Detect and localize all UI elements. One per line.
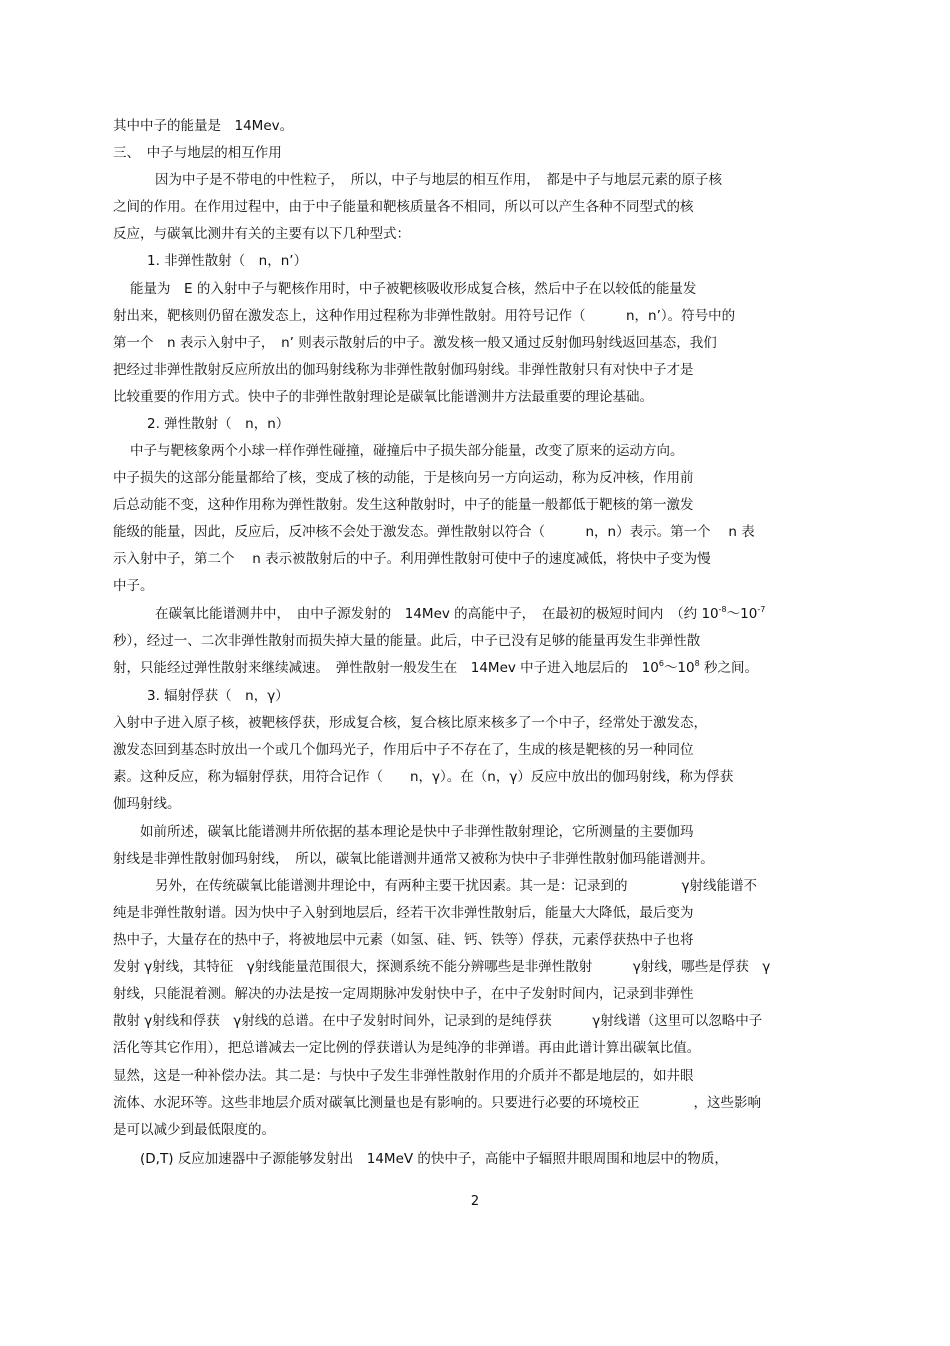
text-line: 入射中子进入原子核，被靶核俘获，形成复合核，复合核比原来核多了一个中子，经常处于激发态， [113,715,707,731]
text-line: 流体、水泥环等。这些非地层介质对碳氧比测量也是有影响的。只要进行必要的环境校正 ，这些影响 [113,1095,761,1111]
text-line: 因为中子是不带电的中性粒子， 所以，中子与地层的相互作用， 都是中子与地层元素的原子核 [155,172,722,188]
text-line: 比较重要的作用方式。快中子的非弹性散射理论是碳氧比能谱测井方法最重要的理论基础。 [113,389,653,405]
text-line: 后总动能不变，这种作用称为弹性散射。发生这种散射时，中子的能量一般都低于靶核的第一激发 [113,497,694,513]
superscript: -8 [718,605,727,614]
text-line: (D,T) 反应加速器中子源能够发射出 14MeV 的快中子，高能中子辐照井眼周围和地层中的物质， [140,1151,728,1167]
text-line: 素。这种反应，称为辐射俘获，用符合记作（ n，γ）。在（n，γ）反应中放出的伽玛射线，称为俘获 [113,769,734,785]
text-line-with-superscript [155,604,850,624]
text-line: 能级的能量，因此，反应后，反冲核不会处于激发态。弹性散射以符合（ n，n）表示。第一个 n 表 [113,524,755,540]
text-line: 激发态回到基态时放出一个或几个伽玛光子，作用后中子不存在了，生成的核是靶核的另一种同位 [113,742,694,758]
text-segment: ～10 [726,606,758,622]
text-line: 射出来，靶核则仍留在激发态上，这种作用过程称为非弹性散射。用符号记作（ n，n’）。符号中的 [113,308,736,324]
text-line: 热中子，大量存在的热中子，将被地层中元素（如氢、硅、钙、铁等）俘获，元素俘获热中子也将 [113,932,694,948]
text-segment: 在碳氧比能谱测井中， 由中子源发射的 14Mev 的高能中子， 在最初的极短时间内 （约 10 [155,606,719,622]
page-number: 2 [470,1194,480,1209]
text-line: 散射 γ射线和俘获 γ射线的总谱。在中子发射时间外，记录到的是纯俘获 γ射线谱（这里可以忽略中子 [113,1013,763,1029]
text-line: 纯是非弹性散射谱。因为快中子入射到地层后，经若干次非弹性散射后，能量大大降低，最后变为 [113,905,694,921]
text-line: 伽玛射线。 [113,796,181,812]
text-line: 中子。 [113,578,154,594]
superscript: -7 [757,605,766,614]
text-line: 如前所述，碳氧比能谱测井所依据的基本理论是快中子非弹性散射理论，它所测量的主要伽玛 [140,824,694,840]
text-line: 中子损失的这部分能量都给了核，变成了核的动能，于是核向另一方向运动，称为反冲核，作用前 [113,470,694,486]
text-line: 之间的作用。在作用过程中，由于中子能量和靶核质量各不相同，所以可以产生各种不同型式的核 [113,199,694,215]
superscript: 8 [694,659,700,668]
text-line: 把经过非弹性散射反应所放出的伽玛射线称为非弹性散射伽玛射线。非弹性散射只有对快中子才是 [113,362,694,378]
subsection-heading: 1. 非弹性散射（ n，n’） [147,253,308,269]
text-segment: ～10 [663,660,695,676]
text-line: 秒），经过一、二次非弹性散射而损失掉大量的能量。此后，中子已没有足够的能量再发生非弹性散 [113,633,701,649]
text-line: 活化等其它作用），把总谱减去一定比例的俘获谱认为是纯净的非弹谱。再由此谱计算出碳氧比值。 [113,1040,701,1056]
text-line: 射线是非弹性散射伽玛射线， 所以，碳氧比能谱测井通常又被称为快中子非弹性散射伽玛能谱测井。 [113,851,714,867]
text-line: 射线，只能混着测。解决的办法是按一定周期脉冲发射快中子，在中子发射时间内，记录到非弹性 [113,986,694,1002]
text-line: 其中中子的能量是 14Mev。 [113,118,294,134]
text-line: 示入射中子，第二个 n 表示被散射后的中子。利用弹性散射可使中子的速度减低，将快中子变为慢 [113,551,711,567]
text-line: 反应，与碳氧比测井有关的主要有以下几种型式： [113,226,410,242]
section-heading: 三、 中子与地层的相互作用 [113,145,282,161]
text-segment: 秒之间。 [699,660,759,676]
text-line: 能量为 E 的入射中子与靶核作用时，中子被靶核吸收形成复合核，然后中子在以较低的能量发 [130,281,697,297]
text-line: 另外，在传统碳氧比能谱测井理论中，有两种主要干扰因素。其一是：记录到的 γ射线能谱不 [155,878,757,894]
text-line: 中子与靶核象两个小球一样作弹性碰撞，碰撞后中子损失部分能量，改变了原来的运动方向。 [130,443,684,459]
subsection-heading: 3. 辐射俘获（ n，γ） [147,688,289,704]
text-segment: 射，只能经过弹性散射来继续减速。 弹性散射一般发生在 14Mev 中子进入地层后的 10 [113,660,659,676]
text-line: 显然，这是一种补偿办法。其二是：与快中子发生非弹性散射作用的介质并不都是地层的，如井眼 [113,1068,694,1084]
subsection-heading: 2. 弹性散射（ n，n） [147,416,290,432]
superscript: 6 [658,659,664,668]
text-line: 第一个 n 表示入射中子， n’ 则表示散射后的中子。激发核一般又通过反射伽玛射线返回基态，我们 [113,335,717,351]
text-line: 发射 γ射线，其特征 γ射线能量范围很大，探测系统不能分辨哪些是非弹性散射 γ射线，哪些是俘获 γ [113,959,771,975]
text-line: 是可以减少到最低限度的。 [113,1122,275,1138]
text-line-with-superscript [113,658,850,678]
